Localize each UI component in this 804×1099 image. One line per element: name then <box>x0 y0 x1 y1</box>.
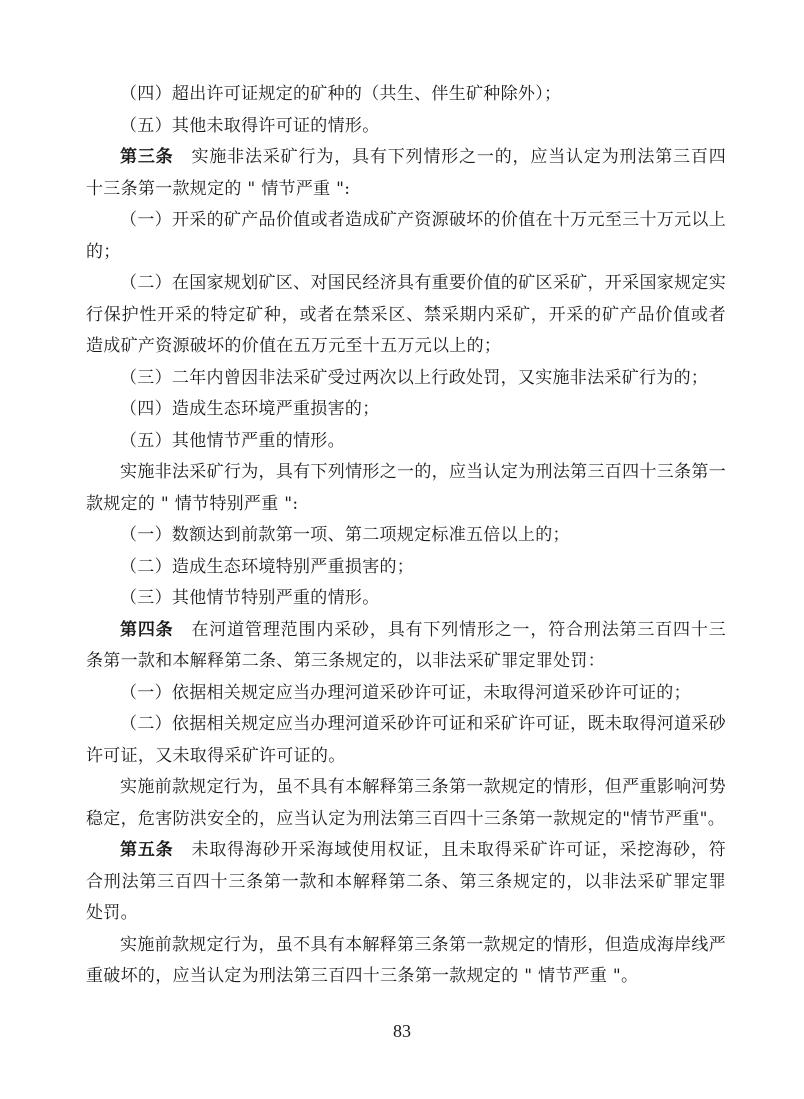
paragraph: （一）依据相关规定应当办理河道采砂许可证，未取得河道采砂许可证的； <box>120 682 691 703</box>
article-text: 未取得海砂开采海域使用权证，且未取得采矿许可证，采挖海砂，符合刑法第三百四十三条第一款和本解释第二条、第三条规定的，以非法采矿罪定罪处罚。 <box>86 840 727 923</box>
paragraph: 实施前款规定行为，虽不具有本解释第三条第一款规定的情形，但造成海岸线严重破坏的，应当认定为刑法第三百四十三条第一款规定的 " 情节严重 "。 <box>86 934 726 986</box>
article-paragraph <box>86 142 726 205</box>
paragraph: （一）开采的矿产品价值或者造成矿产资源破坏的价值在十万元至三十万元以上的； <box>86 210 726 262</box>
paragraph: 实施前款规定行为，虽不具有本解释第三条第一款规定的情形，但严重影响河势稳定，危害防洪安全的，应当认定为刑法第三百四十三条第一款规定的"情节严重"。 <box>86 777 726 829</box>
page-number: 83 <box>393 1021 411 1041</box>
paragraph: （二）依据相关规定应当办理河道采砂许可证和采矿许可证，既未取得河道采砂许可证，又未取得采矿许可证的。 <box>86 714 726 766</box>
article-label: 第四条 <box>120 619 174 640</box>
article-paragraph <box>86 835 726 930</box>
document-body <box>86 79 726 993</box>
paragraph: （五）其他情节严重的情形。 <box>120 430 345 451</box>
article-text: 实施非法采矿行为，具有下列情形之一的，应当认定为刑法第三百四十三条第一款规定的 " 情节严重 ": <box>86 147 727 199</box>
paragraph: （一）数额达到前款第一项、第二项规定标准五倍以上的； <box>120 525 570 545</box>
paragraph: （三）二年内曾因非法采矿受过两次以上行政处罚，又实施非法采矿行为的； <box>120 367 709 388</box>
paragraph: （四）造成生态环境严重损害的； <box>120 399 380 419</box>
paragraph: （五）其他未取得许可证的情形。 <box>120 115 380 136</box>
article-label: 第三条 <box>120 147 174 167</box>
paragraph: （四）超出许可证规定的矿种的（共生、伴生矿种除外）； <box>120 84 562 104</box>
article-label: 第五条 <box>120 840 174 860</box>
article-text: 在河道管理范围内采砂，具有下列情形之一，符合刑法第三百四十三条第一款和本解释第二条、第三条规定的，以非法采矿罪定罪处罚： <box>86 619 727 671</box>
paragraph: （二）在国家规划矿区、对国民经济具有重要价值的矿区采矿，开采国家规定实行保护性开采的特定矿种，或者在禁采区、禁采期内采矿，开采的矿产品价值或者造成矿产资源破坏的价值在五万元至十五万元以上的； <box>86 273 726 356</box>
paragraph: 实施非法采矿行为，具有下列情形之一的，应当认定为刑法第三百四十三条第一款规定的 " 情节特别严重 ": <box>86 462 726 514</box>
paragraph: （二）造成生态环境特别严重损害的； <box>120 556 415 577</box>
paragraph: （三）其他情节特别严重的情形。 <box>120 588 380 608</box>
article-paragraph <box>86 615 726 678</box>
